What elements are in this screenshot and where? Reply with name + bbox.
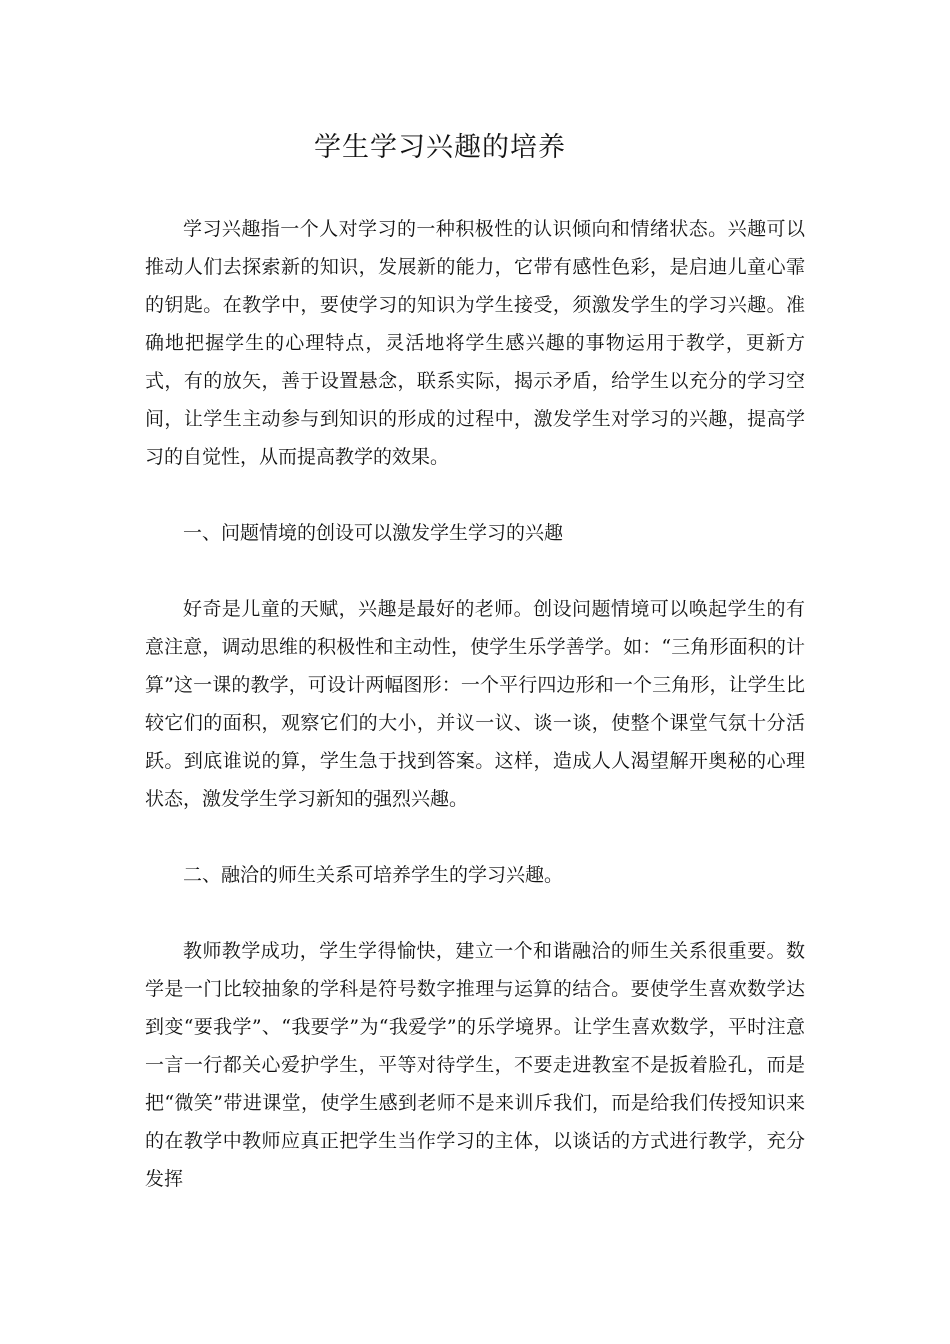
section-heading-1: 一、问题情境的创设可以激发学生学习的兴趣 <box>183 522 564 544</box>
section-paragraph-1: 好奇是儿童的天赋，兴趣是最好的老师。创设问题情境可以唤起学生的有意注意，调动思维的积极性和主动性，使学生乐学善学。如：“三角形面积的计算”这一课的教学，可设计两幅图形：一个平行四边形和一个三角形，让学生比较它们的面积，观察它们的大小，并议一议、谈一谈，使整个课堂气氛十分活跃。到底谁说的算，学生急于找到答案。这样，造成人人渴望解开奥秘的心理状态，激发学生学习新知的强烈兴趣。 <box>145 598 805 810</box>
document-body <box>145 210 805 1198</box>
section-heading-2: 二、融洽的师生关系可培养学生的学习兴趣。 <box>183 864 564 886</box>
document-title: 学生学习兴趣的培养 <box>314 132 566 163</box>
intro-paragraph: 学习兴趣指一个人对学习的一种积极性的认识倾向和情绪状态。兴趣可以推动人们去探索新的知识，发展新的能力，它带有感性色彩，是启迪儿童心霏的钥匙。在教学中，要使学习的知识为学生接受，须激发学生的学习兴趣。准确地把握学生的心理特点，灵活地将学生感兴趣的事物运用于教学，更新方式，有的放矢，善于设置悬念，联系实际，揭示矛盾，给学生以充分的学习空间，让学生主动参与到知识的形成的过程中，激发学生对学习的兴趣，提高学习的自觉性，从而提高教学的效果。 <box>145 218 805 468</box>
section-paragraph-2: 教师教学成功，学生学得愉快，建立一个和谐融洽的师生关系很重要。数学是一门比较抽象的学科是符号数字推理与运算的结合。要使学生喜欢数学达到变“要我学”、“我要学”为“我爱学”的乐学境界。让学生喜欢数学，平时注意一言一行都关心爱护学生，平等对待学生，不要走进教室不是扳着脸孔，而是把“微笑”带进课堂，使学生感到老师不是来训斥我们，而是给我们传授知识来的在教学中教师应真正把学生当作学习的主体，以谈话的方式进行教学，充分发挥 <box>145 940 805 1190</box>
